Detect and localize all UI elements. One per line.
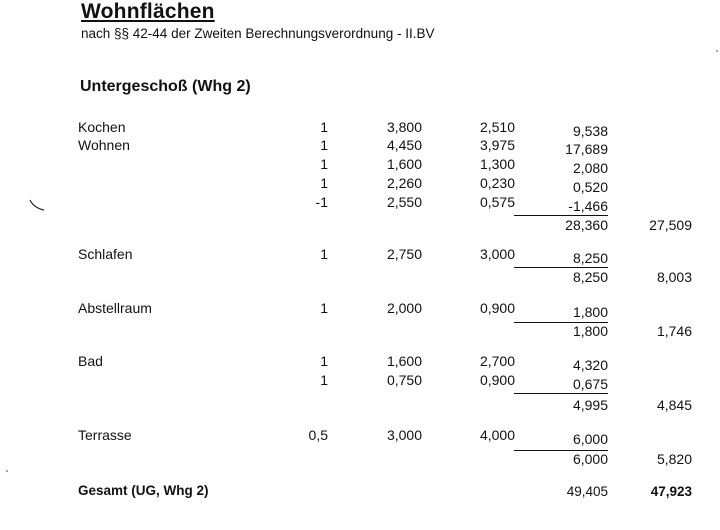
row-length: 2,550 <box>386 194 422 210</box>
row-width: 1,300 <box>479 156 515 172</box>
pen-mark <box>28 198 48 212</box>
row-length: 1,600 <box>386 353 422 369</box>
row-area: 4,320 <box>572 357 608 373</box>
row-length: 3,000 <box>386 427 422 443</box>
row-factor: 1 <box>320 372 328 388</box>
row-width: 2,510 <box>479 119 515 135</box>
sum-rule <box>514 322 608 323</box>
row-label: Schlafen <box>78 246 133 262</box>
row-label: Abstellraum <box>78 300 152 316</box>
total-result: 47,923 <box>650 484 692 499</box>
row-width: 0,900 <box>479 372 515 388</box>
row-label: Bad <box>78 353 103 369</box>
sum-rule <box>514 393 608 394</box>
row-area: 0,520 <box>572 179 608 195</box>
row-area: 6,000 <box>572 451 608 467</box>
row-factor: 1 <box>320 156 328 172</box>
row-area: 0,675 <box>572 376 608 392</box>
row-length: 2,000 <box>386 300 422 316</box>
row-length: 4,450 <box>386 137 422 153</box>
row-label: Kochen <box>78 119 126 135</box>
total-area: 49,405 <box>566 484 608 499</box>
row-result: 4,845 <box>656 397 692 413</box>
row-area: 1,800 <box>572 304 608 320</box>
sum-rule <box>514 450 608 451</box>
row-factor: 1 <box>320 137 328 153</box>
section-heading: Untergeschoß (Whg 2) <box>80 78 251 95</box>
row-result: 27,509 <box>649 217 692 233</box>
row-result: 8,003 <box>656 269 692 285</box>
row-area: 9,538 <box>572 123 608 139</box>
row-label: Terrasse <box>78 427 132 443</box>
row-width: 0,575 <box>479 194 515 210</box>
row-width: 0,900 <box>479 300 515 316</box>
row-area: -1,466 <box>568 198 608 214</box>
row-length: 1,600 <box>386 156 422 172</box>
row-length: 3,800 <box>386 119 422 135</box>
row-length: 0,750 <box>386 372 422 388</box>
row-factor: 1 <box>320 246 328 262</box>
row-result: 1,746 <box>656 323 692 339</box>
row-factor: 1 <box>320 300 328 316</box>
row-result: 5,820 <box>656 451 692 467</box>
document-subtitle: nach §§ 42-44 der Zweiten Berechnungsverordnung - II.BV <box>81 26 435 41</box>
row-length: 2,260 <box>386 175 422 191</box>
row-factor: 0,5 <box>308 427 328 443</box>
row-width: 4,000 <box>479 427 515 443</box>
row-area: 28,360 <box>565 217 608 233</box>
row-width: 0,230 <box>479 175 515 191</box>
document-title: Wohnflächen <box>81 0 215 23</box>
row-width: 2,700 <box>479 353 515 369</box>
row-factor: 1 <box>320 353 328 369</box>
sum-rule <box>514 267 608 268</box>
row-width: 3,975 <box>479 137 515 153</box>
row-area: 1,800 <box>572 323 608 339</box>
row-area: 17,689 <box>565 141 608 157</box>
row-length: 2,750 <box>386 246 422 262</box>
scan-speck <box>716 50 718 52</box>
row-factor: 1 <box>320 119 328 135</box>
row-area: 2,080 <box>572 160 608 176</box>
row-label: Wohnen <box>78 137 130 153</box>
row-width: 3,000 <box>479 246 515 262</box>
sum-rule <box>514 215 608 216</box>
scan-speck <box>6 470 8 472</box>
row-area: 8,250 <box>572 250 608 266</box>
row-factor: 1 <box>320 175 328 191</box>
row-area: 6,000 <box>572 431 608 447</box>
row-factor: -1 <box>315 194 328 210</box>
row-area: 8,250 <box>572 269 608 285</box>
row-area: 4,995 <box>572 397 608 413</box>
total-label: Gesamt (UG, Whg 2) <box>78 483 209 498</box>
